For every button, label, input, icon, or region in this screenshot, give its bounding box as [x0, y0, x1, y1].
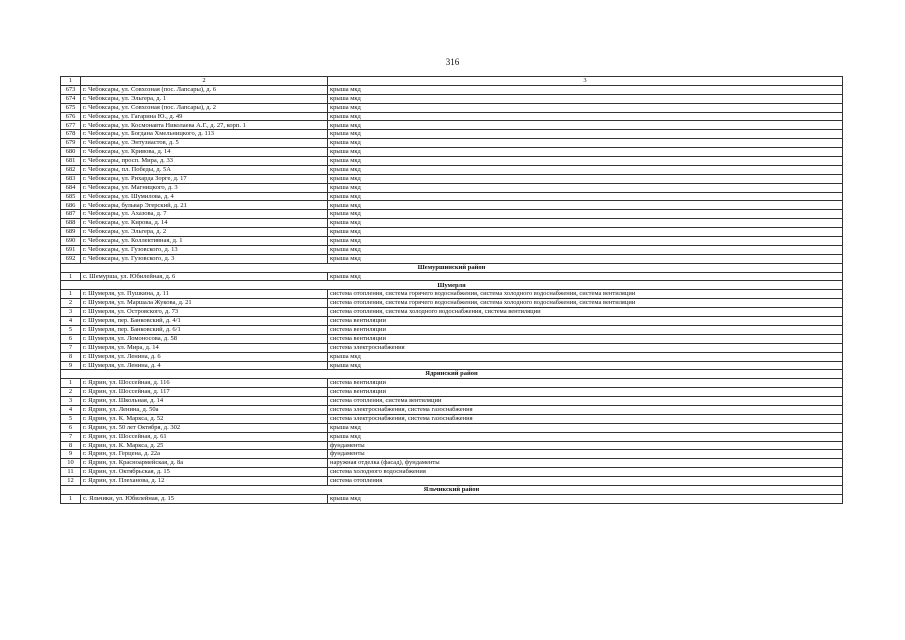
row-work-type: система отопления, система горячего водоснабжения, система холодного водоснабжения, система вентиляции [328, 290, 843, 299]
row-address: г. Чебоксары, ул. Совхозная (пос. Лапсары), д. 2 [81, 103, 328, 112]
table-row [61, 423, 843, 432]
row-address: г. Ядрин, ул. Школьная, д. 14 [81, 397, 328, 406]
row-number: 688 [61, 219, 81, 228]
table-row [61, 334, 843, 343]
row-work-type: крыша мкд [328, 183, 843, 192]
row-address: г. Шумерля, пер. Банковский, д. 6/1 [81, 325, 328, 334]
row-address: г. Шумерля, ул. Ленина, д. 6 [81, 352, 328, 361]
row-number: 6 [61, 423, 81, 432]
row-address: г. Чебоксары, ул. Эльгера, д. 2 [81, 228, 328, 237]
row-address: г. Чебоксары, просп. Мира, д. 33 [81, 157, 328, 166]
row-address: г. Чебоксары, бульвар Эгерский, д. 21 [81, 201, 328, 210]
row-work-type: крыша мкд [328, 85, 843, 94]
table-row [61, 325, 843, 334]
row-number: 4 [61, 317, 81, 326]
row-work-type: крыша мкд [328, 228, 843, 237]
row-address: г. Чебоксары, ул. Гузовского, д. 3 [81, 254, 328, 263]
table-row [61, 352, 843, 361]
row-work-type: крыша мкд [328, 432, 843, 441]
table-row [61, 139, 843, 148]
row-address: г. Шумерля, ул. Маршала Жукова, д. 21 [81, 299, 328, 308]
table-row [61, 405, 843, 414]
row-address: г. Ядрин, ул. Ленина, д. 50а [81, 405, 328, 414]
row-address: г. Чебоксары, ул. Кирова, д. 14 [81, 219, 328, 228]
row-work-type: система вентиляции [328, 334, 843, 343]
row-number: 6 [61, 334, 81, 343]
row-address: г. Чебоксары, ул. Рихарда Зорге, д. 17 [81, 174, 328, 183]
row-number: 1 [61, 494, 81, 503]
table-row [61, 290, 843, 299]
row-number: 2 [61, 299, 81, 308]
row-work-type: система электроснабжения, система газоснабжения [328, 405, 843, 414]
row-address: г. Чебоксары, ул. Магницкого, д. 3 [81, 183, 328, 192]
buildings-table [60, 76, 843, 504]
district-section-row [61, 281, 843, 290]
district-title: Яльчикский район [61, 485, 843, 494]
table-row [61, 441, 843, 450]
table-row [61, 112, 843, 121]
row-work-type: крыша мкд [328, 254, 843, 263]
table-row [61, 459, 843, 468]
row-address: г. Ядрин, ул. Герцена, д. 22а [81, 450, 328, 459]
row-number: 9 [61, 450, 81, 459]
row-number: 691 [61, 245, 81, 254]
row-address: г. Ядрин, ул. Шоссейная, д. 116 [81, 379, 328, 388]
row-work-type: крыша мкд [328, 494, 843, 503]
row-work-type: система холодного водоснабжения [328, 468, 843, 477]
row-address: г. Шумерля, ул. Островского, д. 73 [81, 308, 328, 317]
table-row [61, 192, 843, 201]
column-number-1: 1 [61, 77, 81, 86]
row-work-type: крыша мкд [328, 121, 843, 130]
row-work-type: крыша мкд [328, 210, 843, 219]
row-address: г. Чебоксары, ул. Шумилова, д. 4 [81, 192, 328, 201]
row-number: 4 [61, 405, 81, 414]
row-work-type: крыша мкд [328, 192, 843, 201]
row-number: 684 [61, 183, 81, 192]
row-work-type: крыша мкд [328, 103, 843, 112]
row-work-type: крыша мкд [328, 237, 843, 246]
row-address: г. Ядрин, ул. Красноармейская, д. 8а [81, 459, 328, 468]
row-number: 5 [61, 414, 81, 423]
table-row [61, 85, 843, 94]
row-address: г. Ядрин, ул. Шоссейная, д. 117 [81, 388, 328, 397]
table-row [61, 388, 843, 397]
row-work-type: система вентиляции [328, 325, 843, 334]
row-address: г. Ядрин, ул. Плеханова, д. 12 [81, 477, 328, 486]
row-address: г. Ядрин, ул. Октябрьская, д. 15 [81, 468, 328, 477]
row-work-type: крыша мкд [328, 245, 843, 254]
row-work-type: наружная отделка (фасад), фундаменты [328, 459, 843, 468]
row-number: 682 [61, 165, 81, 174]
row-work-type: крыша мкд [328, 423, 843, 432]
row-work-type: система вентиляции [328, 388, 843, 397]
table-row [61, 245, 843, 254]
table-row [61, 361, 843, 370]
row-address: г. Чебоксары, ул. Космонавта Николаева А.Г., д. 27, корп. 1 [81, 121, 328, 130]
row-number: 10 [61, 459, 81, 468]
row-work-type: система электроснабжения, система газоснабжения [328, 414, 843, 423]
district-section-row [61, 370, 843, 379]
row-number: 7 [61, 432, 81, 441]
row-address: г. Ядрин, ул. К. Маркса, д. 52 [81, 414, 328, 423]
row-number: 674 [61, 94, 81, 103]
row-number: 1 [61, 272, 81, 281]
table-row [61, 219, 843, 228]
table-row [61, 148, 843, 157]
row-address: с. Шемурша, ул. Юбилейная, д. 6 [81, 272, 328, 281]
table-row [61, 414, 843, 423]
row-work-type: крыша мкд [328, 361, 843, 370]
row-number: 3 [61, 308, 81, 317]
row-number: 690 [61, 237, 81, 246]
row-work-type: крыша мкд [328, 201, 843, 210]
row-number: 686 [61, 201, 81, 210]
row-work-type: крыша мкд [328, 157, 843, 166]
row-number: 11 [61, 468, 81, 477]
table-row [61, 272, 843, 281]
row-address: г. Шумерля, пер. Банковский, д. 4/1 [81, 317, 328, 326]
row-work-type: система отопления, система вентиляции [328, 397, 843, 406]
row-work-type: крыша мкд [328, 165, 843, 174]
row-number: 687 [61, 210, 81, 219]
row-address: г. Чебоксары, ул. Гагарина Ю., д. 49 [81, 112, 328, 121]
row-number: 692 [61, 254, 81, 263]
column-number-3: 3 [328, 77, 843, 86]
district-title: Шемуршинский район [61, 263, 843, 272]
row-number: 5 [61, 325, 81, 334]
table-row [61, 94, 843, 103]
table-row [61, 201, 843, 210]
table-row [61, 494, 843, 503]
row-number: 1 [61, 290, 81, 299]
row-work-type: система вентиляции [328, 317, 843, 326]
row-address: г. Шумерля, ул. Пушкина, д. 11 [81, 290, 328, 299]
table-row [61, 468, 843, 477]
row-number: 3 [61, 397, 81, 406]
row-number: 673 [61, 85, 81, 94]
row-address: г. Чебоксары, ул. Совхозная (пос. Лапсары), д. 6 [81, 85, 328, 94]
district-section-row [61, 485, 843, 494]
row-number: 680 [61, 148, 81, 157]
row-address: с. Яльчики, ул. Юбилейная, д. 15 [81, 494, 328, 503]
table-row [61, 174, 843, 183]
table-row [61, 308, 843, 317]
table-row [61, 432, 843, 441]
page-number: 316 [445, 57, 460, 67]
row-address: г. Чебоксары, пл. Победы, д. 5А [81, 165, 328, 174]
table-row [61, 130, 843, 139]
table-row [61, 254, 843, 263]
row-number: 12 [61, 477, 81, 486]
table-row [61, 477, 843, 486]
row-address: г. Чебоксары, ул. Кривова, д. 14 [81, 148, 328, 157]
row-work-type: крыша мкд [328, 219, 843, 228]
row-address: г. Чебоксары, ул. Энтузиастов, д. 5 [81, 139, 328, 148]
row-address: г. Шумерля, ул. Ломоносова, д. 58 [81, 334, 328, 343]
row-number: 2 [61, 388, 81, 397]
row-number: 683 [61, 174, 81, 183]
row-work-type: крыша мкд [328, 139, 843, 148]
row-address: г. Шумерля, ул. Ленина, д. 4 [81, 361, 328, 370]
row-number: 679 [61, 139, 81, 148]
table-row [61, 228, 843, 237]
table-row [61, 299, 843, 308]
row-work-type: крыша мкд [328, 272, 843, 281]
row-number: 1 [61, 379, 81, 388]
row-number: 675 [61, 103, 81, 112]
table-row [61, 343, 843, 352]
district-title: Шумерля [61, 281, 843, 290]
row-number: 7 [61, 343, 81, 352]
row-number: 676 [61, 112, 81, 121]
table-row [61, 397, 843, 406]
row-address: г. Ядрин, ул. Шоссейная, д. 61 [81, 432, 328, 441]
row-address: г. Чебоксары, ул. Гузовского, д. 13 [81, 245, 328, 254]
row-number: 685 [61, 192, 81, 201]
table-row [61, 379, 843, 388]
row-work-type: крыша мкд [328, 352, 843, 361]
row-work-type: крыша мкд [328, 130, 843, 139]
table-body [61, 77, 843, 504]
district-title: Ядринский район [61, 370, 843, 379]
row-work-type: фундаменты [328, 441, 843, 450]
row-work-type: система отопления, система горячего водоснабжения, система холодного водоснабжения, система вентиляции [328, 299, 843, 308]
table-row [61, 183, 843, 192]
row-address: г. Чебоксары, ул. Эльгера, д. 1 [81, 94, 328, 103]
row-address: г. Чебоксары, ул. Богдана Хмельницкого, д. 113 [81, 130, 328, 139]
row-work-type: крыша мкд [328, 174, 843, 183]
district-section-row [61, 263, 843, 272]
row-address: г. Чебоксары, ул. Коллективная, д. 1 [81, 237, 328, 246]
row-number: 9 [61, 361, 81, 370]
table-row [61, 210, 843, 219]
row-work-type: система отопления [328, 477, 843, 486]
table-row [61, 165, 843, 174]
table-row [61, 121, 843, 130]
table-row [61, 317, 843, 326]
column-number-row [61, 77, 843, 86]
row-number: 678 [61, 130, 81, 139]
row-work-type: фундаменты [328, 450, 843, 459]
table-row [61, 157, 843, 166]
row-work-type: крыша мкд [328, 148, 843, 157]
table-row [61, 103, 843, 112]
row-address: г. Чебоксары, ул. Ахазова, д. 7 [81, 210, 328, 219]
table-row [61, 450, 843, 459]
row-address: г. Шумерля, ул. Мира, д. 14 [81, 343, 328, 352]
row-work-type: система вентиляции [328, 379, 843, 388]
row-number: 677 [61, 121, 81, 130]
row-work-type: крыша мкд [328, 94, 843, 103]
row-address: г. Ядрин, ул. К. Маркса, д. 25 [81, 441, 328, 450]
table-row [61, 237, 843, 246]
row-number: 8 [61, 352, 81, 361]
row-work-type: система электроснабжения [328, 343, 843, 352]
row-address: г. Ядрин, ул. 50 лет Октября, д. 302 [81, 423, 328, 432]
row-work-type: система отопления, система холодного водоснабжения, система вентиляции [328, 308, 843, 317]
row-number: 681 [61, 157, 81, 166]
column-number-2: 2 [81, 77, 328, 86]
row-number: 689 [61, 228, 81, 237]
row-number: 8 [61, 441, 81, 450]
row-work-type: крыша мкд [328, 112, 843, 121]
